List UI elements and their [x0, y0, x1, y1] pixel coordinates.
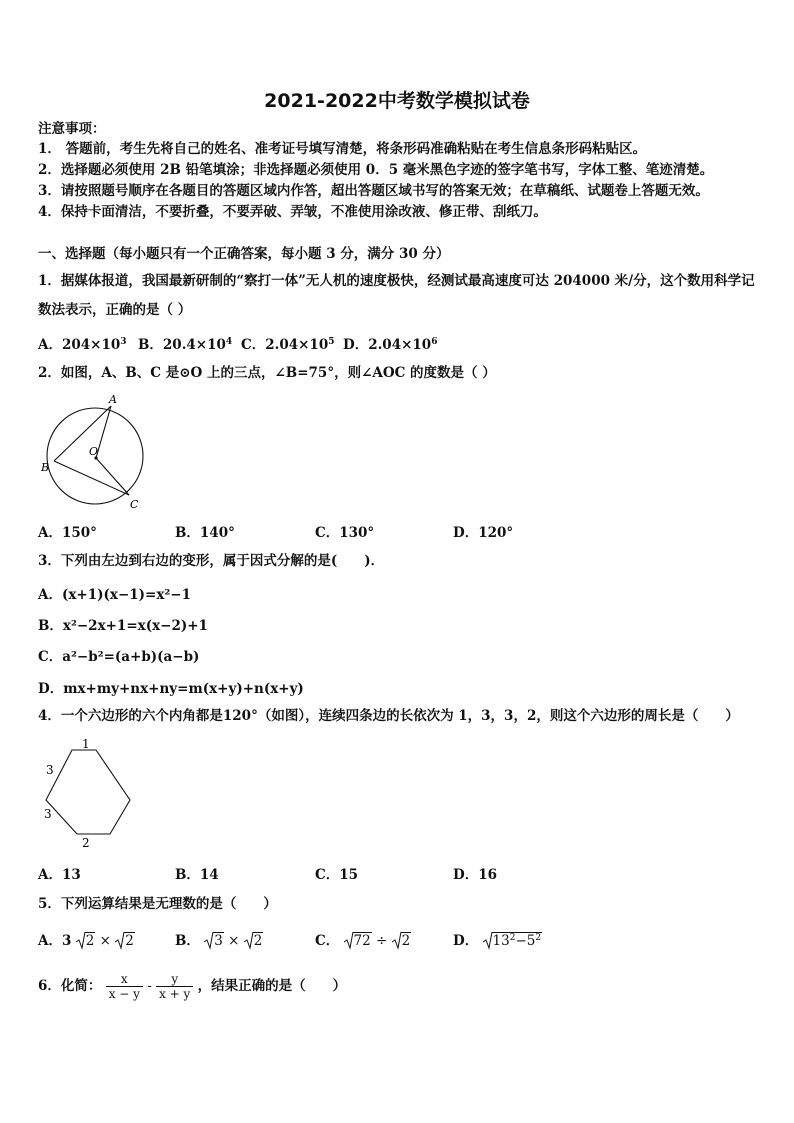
circle-figure: [38, 392, 158, 514]
label-c: C: [130, 498, 139, 511]
q3-option-d: D．mx+my+nx+ny=m(x+y)+n(x+y): [38, 681, 304, 697]
radical: 3: [204, 933, 224, 949]
q1-option-c: C．$2.04\times 10^5$: [241, 337, 335, 353]
radical: 2: [392, 933, 412, 949]
page-title: 2021-2022中考数学模拟试卷: [264, 90, 530, 112]
label-o: O: [89, 445, 99, 458]
hexagon-shape: [46, 750, 130, 834]
radical: 2: [115, 933, 135, 949]
fraction-1: $\frac{x}{x - y}$: [106, 972, 143, 1001]
q1-option-b: B．$20.4\times 10^4$: [138, 337, 233, 353]
q4-option-c: C．15: [315, 867, 359, 883]
side-label-1: 1: [82, 737, 90, 751]
q5-stem: 5．下列运算结果是无理数的是（ ）: [38, 896, 277, 912]
side-label-4: 2: [82, 836, 90, 850]
q2-option-d: D．120°: [453, 525, 514, 541]
notice-heading: 注意事项：: [38, 121, 106, 137]
q4-stem: 4．一个六边形的六个内角都是120°（如图），连续四条边的长依次为 1，3，3，2，则这个六边形的周长是（ ）: [38, 708, 739, 724]
q1-stem-line2: 数法表示，正确的是（ ）: [38, 302, 192, 318]
radical: 2: [76, 933, 96, 949]
q2-option-c: C．130°: [315, 525, 375, 541]
radical: $13^2-5^2$: [483, 933, 543, 949]
q3-stem: 3．下列由左边到右边的变形，属于因式分解的是( )．: [38, 553, 385, 569]
q2-option-a: A．150°: [38, 525, 97, 541]
q4-option-d: D．16: [453, 867, 497, 883]
notice-item-4: 4．保持卡面清洁，不要折叠，不要弄破、弄皱，不准使用涂改液、修正带、刮纸刀。: [38, 204, 547, 220]
q3-option-b: B．x²−2x+1=x(x−2)+1: [38, 618, 208, 634]
notice-item-1: 1． 答题前，考生先将自己的姓名、准考证号填写清楚，将条形码准确粘贴在考生信息条形码粘贴区。: [38, 141, 647, 157]
radical: 2: [244, 933, 264, 949]
q4-option-b: B．14: [175, 867, 219, 883]
q6-stem: 6．化简： $\frac{x}{x - y}$ - $\frac{y}{x + y}$ ，结果正确的是（ ）: [38, 972, 347, 1001]
side-label-2: 3: [46, 763, 54, 777]
section-heading: 一、选择题（每小题只有一个正确答案，每小题 3 分，满分 30 分）: [38, 246, 450, 262]
q5-option-d: D． $13^2-5^2$: [453, 933, 542, 949]
q5-option-c: C． 72 ÷ 2: [315, 933, 411, 949]
notice-item-2: 2．选择题必须使用 2B 铅笔填涂；非选择题必须使用 0．5 毫米黑色字迹的签字笔书写，字体工整、笔迹清楚。: [38, 162, 714, 178]
side-label-3: 3: [44, 807, 52, 821]
hexagon-figure: [38, 736, 134, 850]
q3-option-a: A．(x+1)(x−1)=x²−1: [38, 587, 192, 603]
q4-option-a: A．13: [38, 867, 81, 883]
notice-item-3: 3．请按照题号顺序在各题目的答题区域内作答，超出答题区域书写的答案无效；在草稿纸、试题卷上答题无效。: [38, 183, 709, 199]
label-b: B: [41, 461, 50, 474]
q1-option-a: A．$204\times 10^3$: [38, 337, 127, 353]
q3-option-c: C．a²−b²=(a+b)(a−b): [38, 649, 200, 665]
fraction-2: $\frac{y}{x + y}$: [156, 972, 193, 1001]
label-a: A: [109, 393, 117, 406]
radical: 72: [344, 933, 372, 949]
q2-stem: 2．如图，A、B、C 是⊙O 上的三点，∠B=75°，则∠AOC 的度数是（ ）: [38, 365, 496, 381]
q1-stem-line1: 1．据媒体报道，我国最新研制的“察打一体”无人机的速度极快，经测试最高速度可达 204000 米/分，这个数用科学记: [38, 273, 755, 289]
q5-option-a: A．3 2 × 2: [38, 933, 134, 949]
q2-option-b: B．140°: [175, 525, 235, 541]
q5-option-b: B． 3 × 2: [175, 933, 263, 949]
q1-option-d: D．$2.04\times 10^6$: [343, 337, 438, 353]
